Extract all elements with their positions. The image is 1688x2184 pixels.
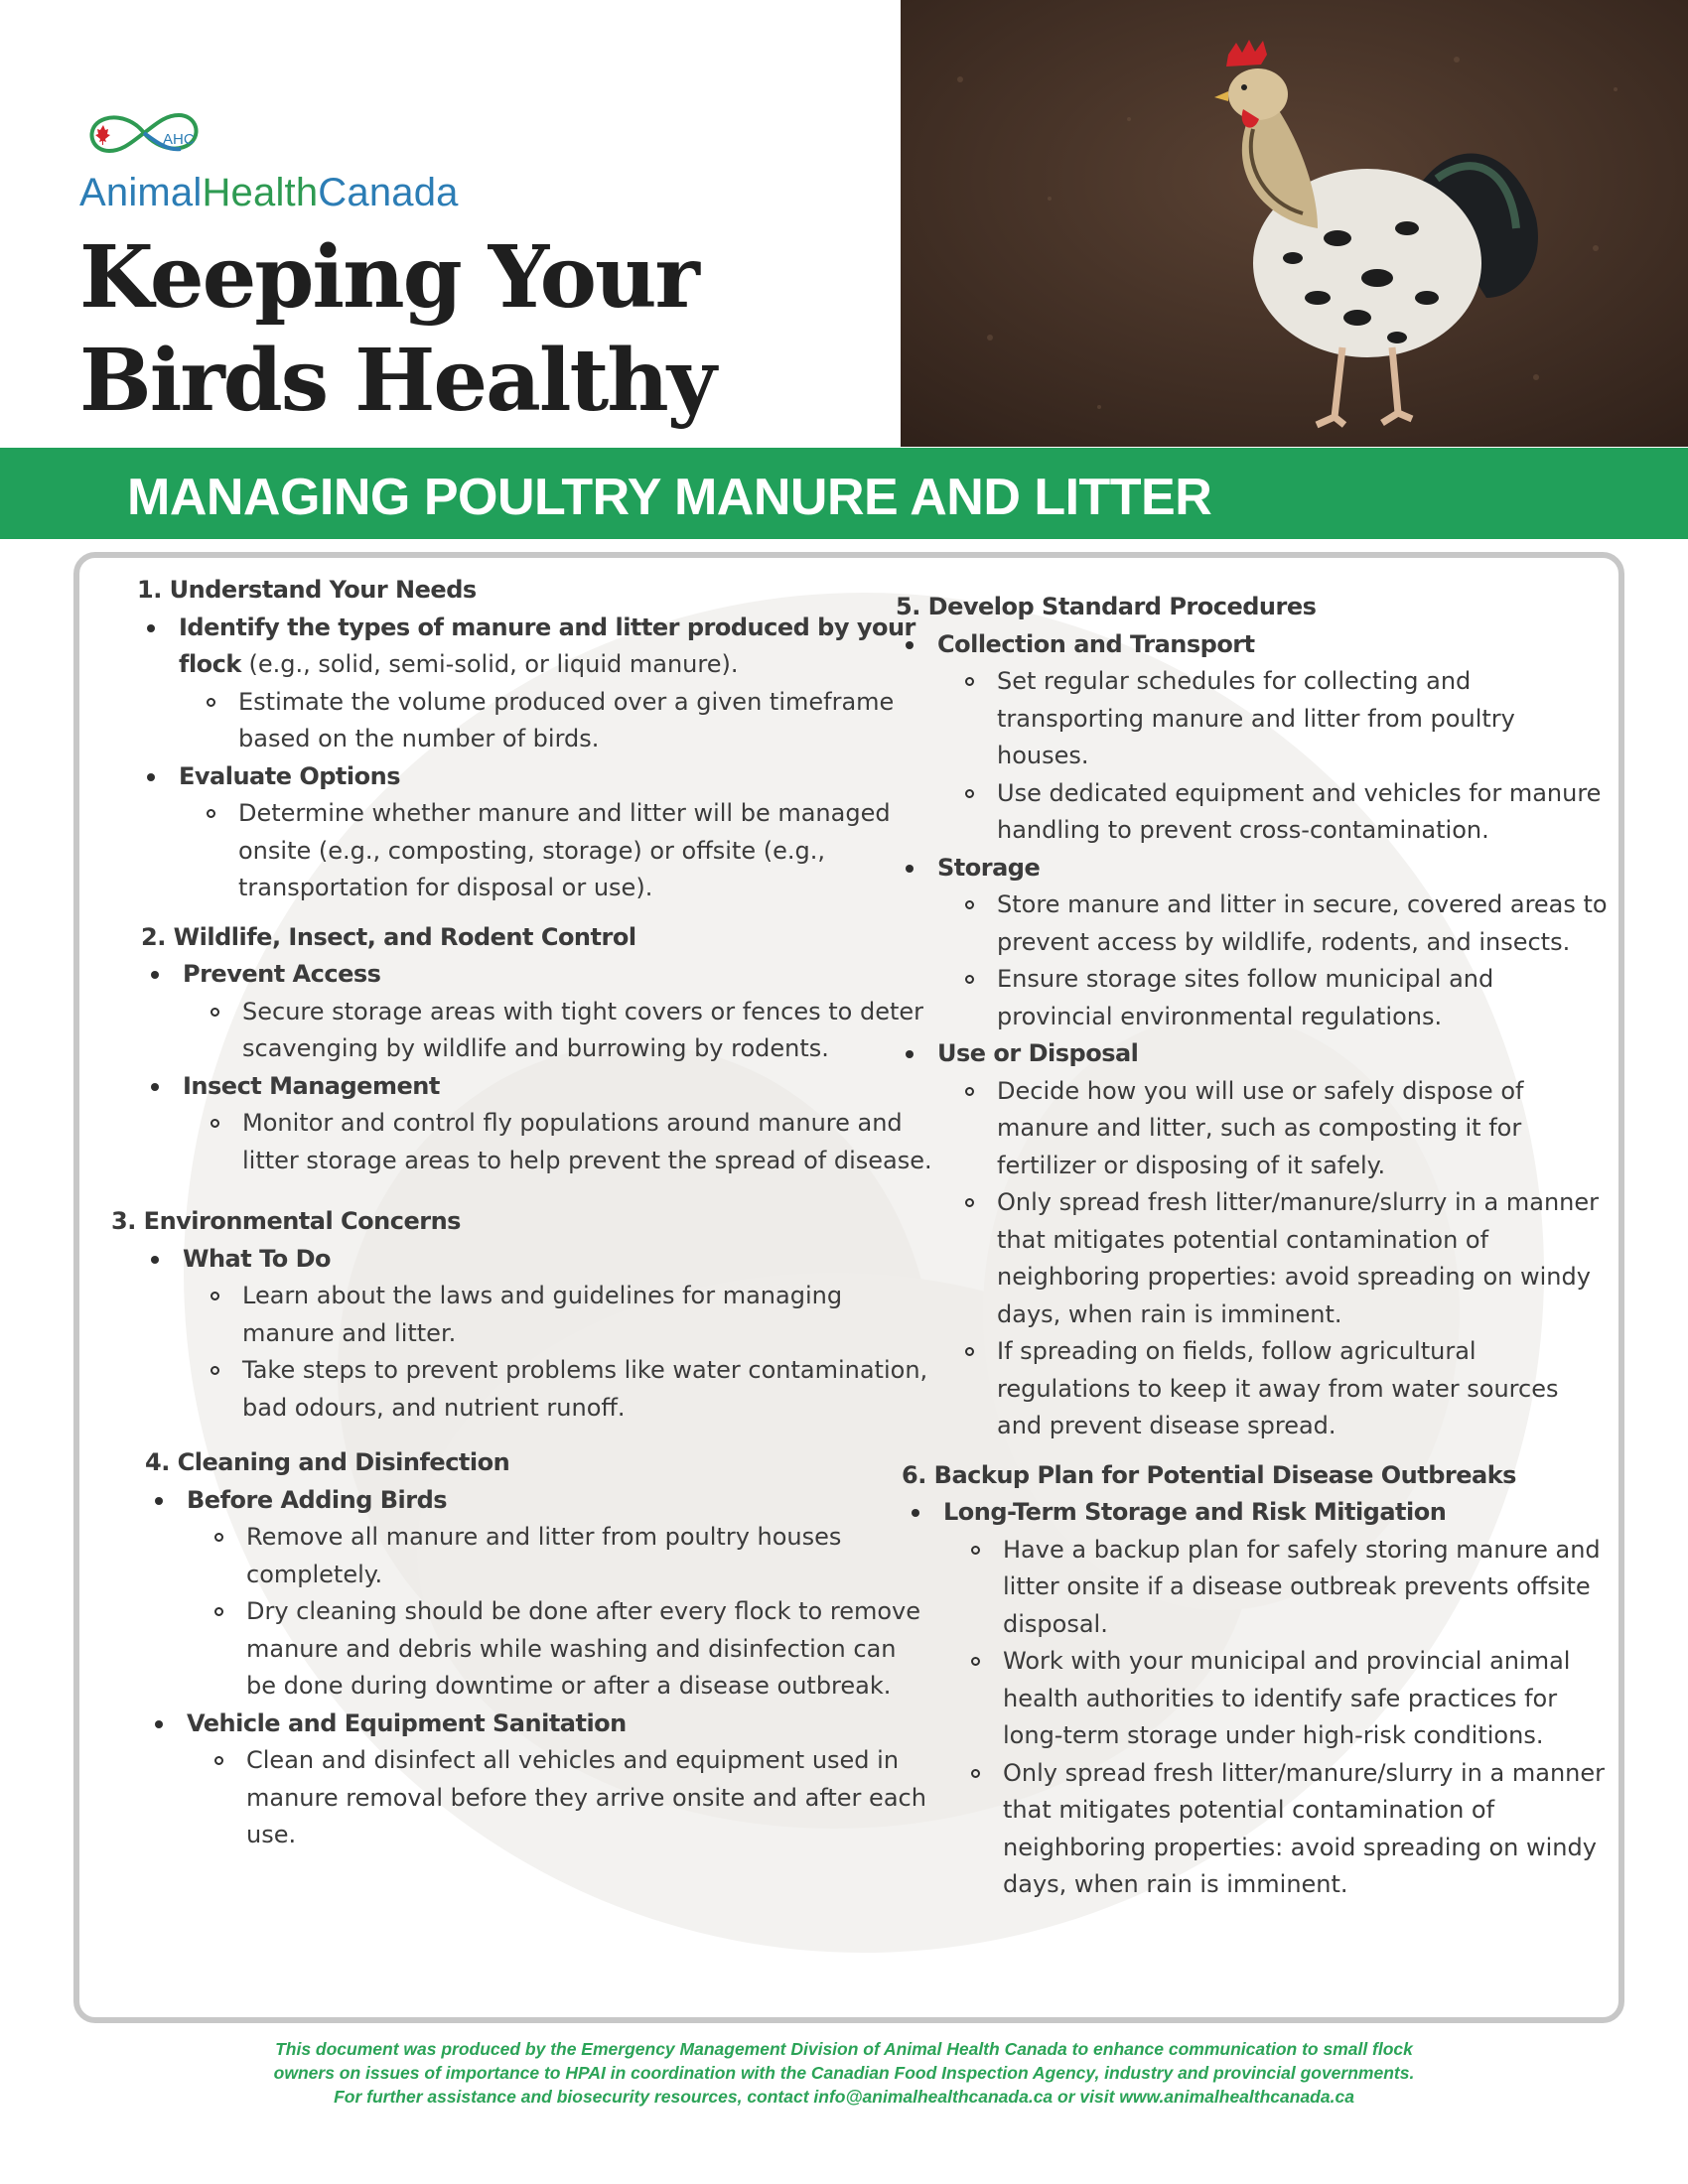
bullet-item: Use or Disposal	[896, 1035, 1609, 1073]
logo-abbreviation: AHC	[163, 131, 195, 148]
rooster-photo	[901, 0, 1688, 447]
bullet-item: Storage	[896, 850, 1609, 887]
content-panel	[73, 552, 1624, 2023]
section-heading: 1. Understand Your Needs	[137, 576, 477, 604]
sub-bullet-item: If spreading on fields, follow agricultural regulations to keep it away from water sources and prevent disease spread.	[896, 1333, 1609, 1445]
section-heading: 5. Develop Standard Procedures	[896, 593, 1317, 620]
sub-bullet-item: Decide how you will use or safely dispose of manure and litter, such as composting it for fertilizer or disposing of it safely.	[896, 1073, 1609, 1185]
bullet-item: Before Adding Birds	[145, 1482, 933, 1520]
bullet-item: Evaluate Options	[137, 758, 933, 796]
bullet-item: Prevent Access	[141, 956, 933, 994]
sub-bullet-item: Determine whether manure and litter will be managed onsite (e.g., composting, storage) or offsite (e.g., transportation for disposal or use).	[137, 795, 933, 907]
left-column	[111, 572, 933, 1854]
right-column	[896, 589, 1609, 1904]
sub-bullet-item: Work with your municipal and provincial animal health authorities to identify safe practices for long-term storage under high-risk conditions.	[902, 1643, 1609, 1755]
sub-bullet-item: Set regular schedules for collecting and transporting manure and litter from poultry houses.	[896, 663, 1609, 775]
sub-bullet-item: Use dedicated equipment and vehicles for manure handling to prevent cross-contamination.	[896, 775, 1609, 850]
sub-bullet-item: Clean and disinfect all vehicles and equipment used in manure removal before they arrive onsite and after each use.	[145, 1742, 933, 1854]
sub-bullet-item: Estimate the volume produced over a given timeframe based on the number of birds.	[137, 684, 933, 758]
page-title: Keeping Your Birds Healthy	[79, 227, 715, 431]
bullet-item: Long-Term Storage and Risk Mitigation	[902, 1494, 1609, 1532]
banner-title: MANAGING POULTRY MANURE AND LITTER	[127, 469, 1212, 526]
sub-bullet-item: Only spread fresh litter/manure/slurry in a manner that mitigates potential contamination of neighboring properties: avoid spreading on windy days, when rain is imminent.	[896, 1184, 1609, 1333]
bullet-item: What To Do	[141, 1241, 933, 1279]
sub-bullet-item: Take steps to prevent problems like water contamination, bad odours, and nutrient runoff.	[141, 1352, 933, 1427]
section-heading: 4. Cleaning and Disinfection	[145, 1448, 510, 1476]
sub-bullet-item: Secure storage areas with tight covers or fences to deter scavenging by wildlife and burrowing by rodents.	[141, 994, 933, 1068]
footer-note: This document was produced by the Emergency Management Division of Animal Health Canada to enhance communication to small flock owners on issues of importance to HPAI in coordination with the Canadian Food Inspection Agency, industry and provincial governments. For further assistance and biosecurity resources, contact info@animalhealthcanada.ca or visit www.animalhealthcanada.ca	[273, 2039, 1415, 2107]
sub-bullet-item: Have a backup plan for safely storing manure and litter onsite if a disease outbreak prevents offsite disposal.	[902, 1532, 1609, 1644]
sub-bullet-item: Remove all manure and litter from poultry houses completely.	[145, 1519, 933, 1593]
section-heading: 3. Environmental Concerns	[111, 1207, 461, 1235]
bullet-item: Vehicle and Equipment Sanitation	[145, 1706, 933, 1743]
sub-bullet-item: Only spread fresh litter/manure/slurry in a manner that mitigates potential contamination of neighboring properties: avoid spreading on windy days, when rain is imminent.	[902, 1755, 1609, 1904]
section-heading: 6. Backup Plan for Potential Disease Outbreaks	[902, 1460, 1516, 1489]
sub-bullet-item: Ensure storage sites follow municipal and provincial environmental regulations.	[896, 961, 1609, 1035]
maple-leaf-icon	[95, 125, 110, 145]
bullet-item: Insect Management	[141, 1068, 933, 1106]
brand-name: AnimalHealthCanada	[79, 171, 459, 214]
brand-logo	[79, 107, 516, 216]
bullet-item: Identify the types of manure and litter produced by your flock (e.g., solid, semi-solid, or liquid manure).	[137, 610, 933, 684]
sub-bullet-item: Dry cleaning should be done after every flock to remove manure and debris while washing and disinfection can be done during downtime or after a disease outbreak.	[145, 1593, 933, 1706]
section-banner	[0, 448, 1688, 539]
sub-bullet-item: Learn about the laws and guidelines for managing manure and litter.	[141, 1278, 933, 1352]
sub-bullet-item: Store manure and litter in secure, covered areas to prevent access by wildlife, rodents, and insects.	[896, 887, 1609, 961]
sub-bullet-item: Monitor and control fly populations around manure and litter storage areas to help prevent the spread of disease.	[141, 1105, 933, 1179]
bullet-item: Collection and Transport	[896, 626, 1609, 664]
section-heading: 2. Wildlife, Insect, and Rodent Control	[141, 922, 636, 951]
rooster-illustration	[901, 0, 1688, 447]
